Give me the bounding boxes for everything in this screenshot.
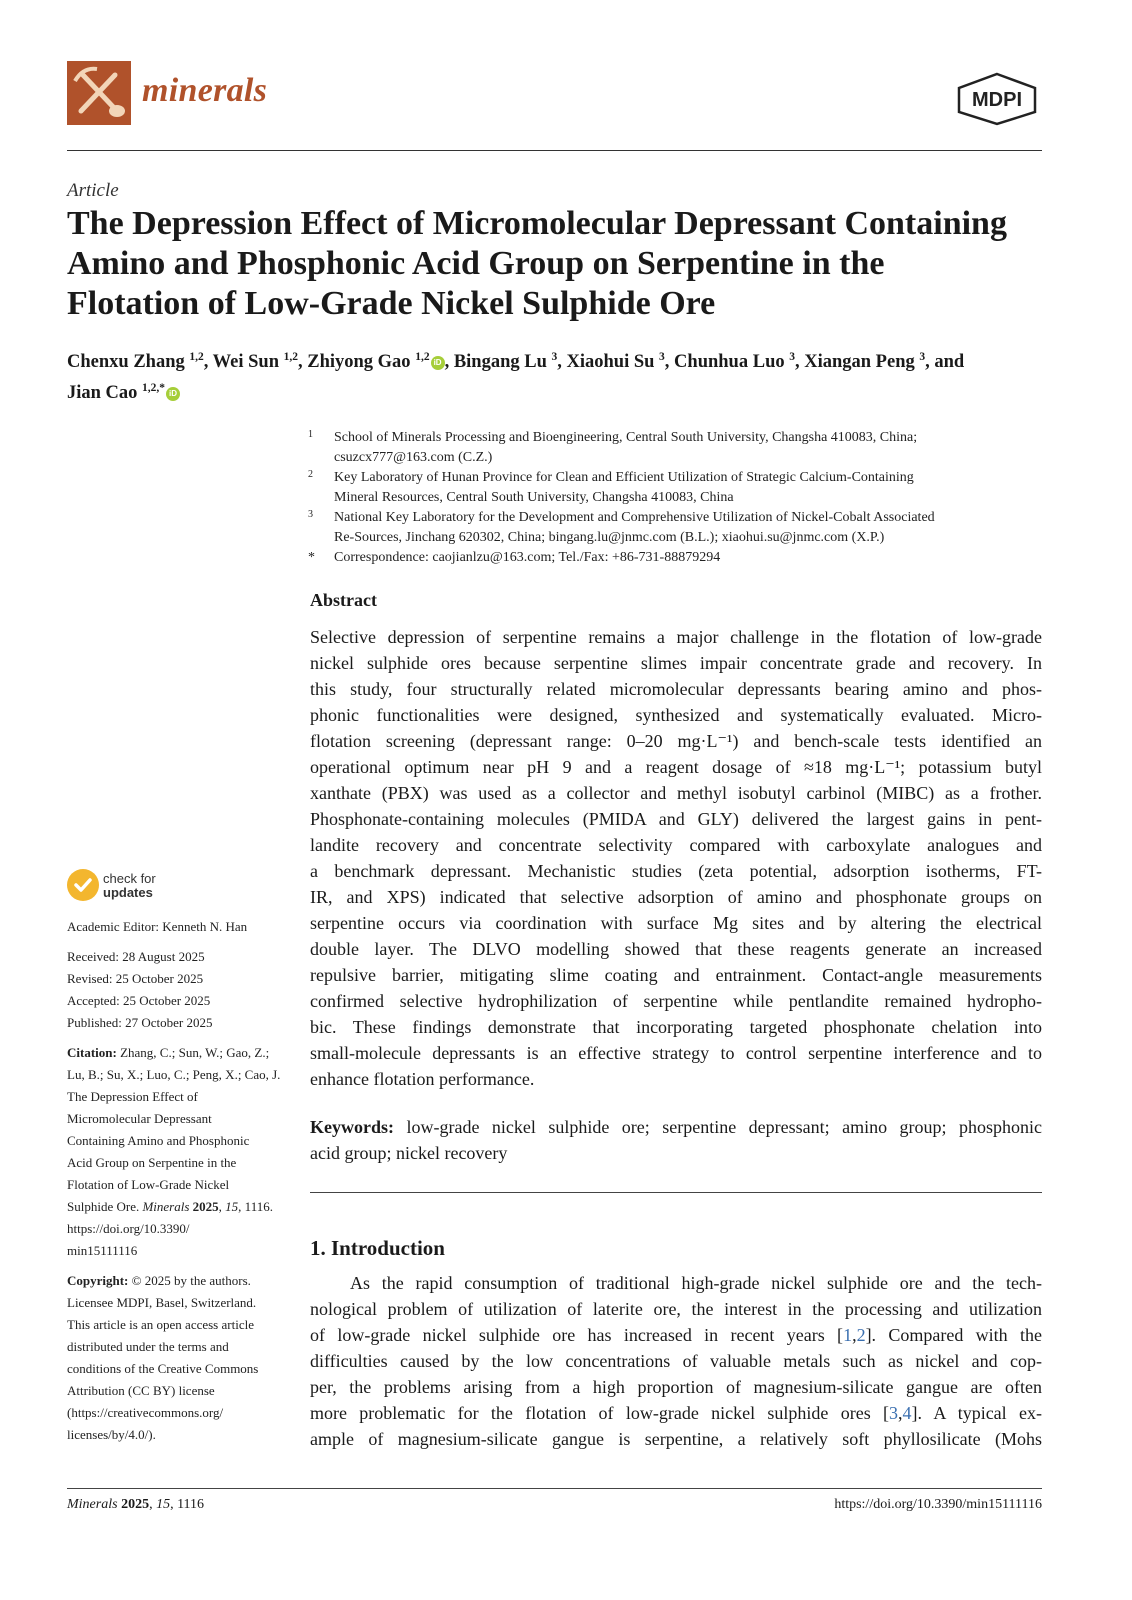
affiliation-line: School of Minerals Processing and Bioengineering, Central South University, Changsha 410083, China; <box>334 430 918 445</box>
footer-doi-link[interactable]: https://doi.org/10.3390/min15111116 <box>834 1497 1042 1512</box>
abstract-line: xanthate (PBX) was used as a collector and methyl isobutyl carbinol (MIBC) as a frother. <box>310 783 1042 803</box>
revised-date: Revised: 25 October 2025 <box>67 971 204 986</box>
copyright-line <box>67 1424 292 1446</box>
author-affiliation-mark: 1,2 <box>283 351 298 363</box>
intro-text: , <box>898 1403 903 1423</box>
intro-text: of low-grade nickel sulphide ore has increased in recent years [ <box>310 1325 844 1345</box>
copyright-line <box>67 1314 292 1336</box>
intro-line <box>310 1296 1042 1322</box>
citation-text: Containing Amino and Phosphonic <box>67 1133 250 1148</box>
footer-article-number: 1116 <box>177 1497 205 1512</box>
article-title <box>67 204 1052 324</box>
citation-label: Citation: <box>67 1045 117 1060</box>
abstract-line: enhance flotation performance. <box>310 1069 535 1089</box>
introduction-text <box>310 1270 1042 1452</box>
footer-volume: 15 <box>156 1497 171 1512</box>
intro-text: ample of magnesium-silicate gangue is serpentine, a relatively soft phyllosilicate (Mohs <box>310 1429 1042 1449</box>
citation-line <box>67 1152 292 1174</box>
author-affiliation-mark: 1,2 <box>189 351 204 363</box>
check-updates-line2: updates <box>103 885 153 900</box>
abstract-line: this study, four structurally related micromolecular depressants bearing amino and phos- <box>310 679 1042 699</box>
title-line: Flotation of Low-Grade Nickel Sulphide Ore <box>67 285 716 322</box>
citation-link[interactable]: 3 <box>889 1403 899 1423</box>
citation-line <box>67 1042 292 1064</box>
affiliations <box>308 428 1048 568</box>
published-date: Published: 27 October 2025 <box>67 1015 213 1030</box>
affiliation-line: Correspondence: caojianlzu@163.com; Tel./Fax: +86-731-88879294 <box>334 550 721 565</box>
publisher-logo <box>955 72 1039 126</box>
author-name: Jian Cao <box>67 383 138 404</box>
affiliation-mark: 2 <box>308 469 313 480</box>
abstract-line: serpentine occurs via coordination with surface Mg sites and by altering the electrical <box>310 913 1042 933</box>
abstract-line: small-molecule depressants is an effective strategy to control serpentine interference and to <box>310 1043 1042 1063</box>
abstract-line: nickel sulphide ores because serpentine slimes impair concentrate grade and recovery. In <box>310 653 1042 673</box>
author[interactable] <box>67 352 204 372</box>
citation-text: Micromolecular Depressant <box>67 1111 212 1126</box>
citation-line <box>67 1196 292 1218</box>
copyright-text: distributed under the terms and <box>67 1339 229 1354</box>
abstract-line: operational optimum near pH 9 and a reagent dosage of ≈18 mg·L⁻¹; potassium butyl <box>310 757 1042 777</box>
author-list: Chenxu Zhang $^{1,2}$, Wei Sun $^{1,2}$, Zhiyong Gao $^{1,2}$ iD , Bingang Lu $^3$, Xiaohui Su $^3$, Chunhua Luo $^3$, Xiangan Peng $^3$, and Jian Cao $^{1,2,*}$ iD <box>67 351 965 404</box>
copyright <box>67 1270 292 1446</box>
accepted-date: Accepted: 25 October 2025 <box>67 993 211 1008</box>
abstract-line: phonic functionalities were designed, synthesized and systematically evaluated. Micro- <box>310 705 1042 725</box>
author-name: Zhiyong Gao <box>307 352 411 373</box>
intro-text: As the rapid consumption of traditional high-grade nickel sulphide ore and the tech- <box>350 1273 1042 1293</box>
pick-and-shovel-icon <box>67 61 131 125</box>
copyright-line <box>67 1270 292 1292</box>
copyright-text[interactable]: licenses/by/4.0/). <box>67 1427 156 1442</box>
intro-text: difficulties caused by the low concentrations of valuable metals such as nickel and cop- <box>310 1351 1042 1371</box>
abstract-heading: Abstract <box>310 590 377 610</box>
orcid-icon[interactable]: iD <box>431 356 445 370</box>
intro-text: ]. A typical ex- <box>911 1403 1042 1423</box>
copyright-label: Copyright: <box>67 1273 129 1288</box>
copyright-line <box>67 1402 292 1424</box>
abstract-line: repulsive barrier, mitigating slime coating and entrainment. Contact-angle measurements <box>310 965 1042 985</box>
journal-logo <box>67 61 131 125</box>
intro-line <box>310 1426 1042 1452</box>
citation-line <box>67 1086 292 1108</box>
abstract-line: flotation screening (depressant range: 0–20 mg·L⁻¹) and bench-scale tests identified an <box>310 731 1042 751</box>
copyright-text: Attribution (CC BY) license <box>67 1383 215 1398</box>
citation <box>67 1042 292 1262</box>
keywords-text: acid group; nickel recovery <box>310 1143 508 1163</box>
author-name: Wei Sun <box>212 352 279 373</box>
footer-year: 2025 <box>121 1497 150 1512</box>
abstract-line: IR, and XPS) indicated that selective adsorption of amino and phosphonate groups on <box>310 887 1042 907</box>
citation-separator: , <box>218 1199 226 1214</box>
author[interactable] <box>567 352 665 372</box>
citation-article-number: , 1116. <box>238 1199 273 1214</box>
intro-text: more problematic for the flotation of low-grade nickel sulphide ores [ <box>310 1403 890 1423</box>
author[interactable] <box>804 352 925 372</box>
sidebar <box>67 916 292 1446</box>
keywords-text: low-grade nickel sulphide ore; serpentine depressant; amino group; phosphonic <box>406 1117 1043 1137</box>
citation-doi-link[interactable]: min15111116 <box>67 1243 138 1258</box>
author[interactable] <box>454 352 557 372</box>
check-for-updates-button[interactable] <box>67 869 187 905</box>
author[interactable] <box>67 383 180 403</box>
copyright-text: conditions of the Creative Commons <box>67 1361 259 1376</box>
citation-link[interactable]: 4 <box>902 1403 912 1423</box>
author[interactable] <box>213 352 298 372</box>
affiliation-mark: 3 <box>308 509 313 520</box>
author[interactable] <box>674 352 795 372</box>
footer-divider <box>67 1488 1042 1489</box>
copyright-text[interactable]: (https://creativecommons.org/ <box>67 1405 224 1420</box>
affiliation <box>308 508 1048 548</box>
author-affiliation-mark: 3 <box>659 351 665 363</box>
citation-text: Flotation of Low-Grade Nickel <box>67 1177 230 1192</box>
copyright-line <box>67 1292 292 1314</box>
citation-link[interactable]: 1 <box>843 1325 853 1345</box>
citation-journal: Minerals <box>142 1199 190 1214</box>
affiliation <box>308 468 1048 508</box>
title-line: Amino and Phosphonic Acid Group on Serpentine in the <box>67 245 885 282</box>
checkmark-icon <box>67 869 99 901</box>
intro-text: per, the problems arising from a high proportion of magnesium-silicate gangue are often <box>310 1377 1042 1397</box>
intro-line <box>310 1400 1042 1426</box>
intro-text: , <box>852 1325 857 1345</box>
author[interactable] <box>307 352 444 372</box>
author-name: Bingang Lu <box>453 352 547 373</box>
copyright-line <box>67 1358 292 1380</box>
keywords <box>310 1114 1042 1166</box>
affiliation-mark: * <box>308 550 315 565</box>
affiliation-line: Key Laboratory of Hunan Province for Clean and Efficient Utilization of Strategic Calcium-Containing <box>334 470 914 485</box>
title-line: The Depression Effect of Micromolecular Depressant Containing <box>67 205 1007 242</box>
affiliation <box>308 548 1048 568</box>
copyright-text: Licensee MDPI, Basel, Switzerland. <box>67 1295 257 1310</box>
section-divider <box>310 1192 1042 1193</box>
citation-line <box>67 1174 292 1196</box>
intro-line <box>310 1322 1042 1348</box>
intro-line <box>310 1270 1042 1296</box>
copyright-text: This article is an open access article <box>67 1317 254 1332</box>
author-affiliation-mark: 1,2 <box>415 351 430 363</box>
citation-text: The Depression Effect of <box>67 1089 198 1104</box>
publisher-name: MDPI <box>972 89 1022 111</box>
citation-doi-link[interactable]: https://doi.org/10.3390/ <box>67 1221 190 1236</box>
footer-journal: Minerals <box>67 1497 118 1512</box>
copyright-line <box>67 1336 292 1358</box>
citation-volume: 15 <box>225 1199 239 1214</box>
header-divider <box>67 150 1042 151</box>
section-heading: 1. Introduction <box>310 1236 445 1260</box>
orcid-icon[interactable]: iD <box>166 387 180 401</box>
citation-text: Zhang, C.; Sun, W.; Gao, Z.; <box>116 1045 270 1060</box>
citation-text: Lu, B.; Su, X.; Luo, C.; Peng, X.; Cao, J. <box>67 1067 281 1082</box>
citation-text: Sulphide Ore. <box>67 1199 143 1214</box>
keywords-line <box>310 1140 1042 1166</box>
journal-name: minerals <box>142 72 268 109</box>
author-affiliation-mark: 3 <box>789 351 795 363</box>
copyright-text: © 2025 by the authors. <box>128 1273 251 1288</box>
intro-text: ]. Compared with the <box>865 1325 1043 1345</box>
author-conjunction: and <box>934 352 965 373</box>
citation-year: 2025 <box>189 1199 219 1214</box>
author-affiliation-mark: 3 <box>919 351 926 363</box>
author-name: Xiaohui Su <box>566 352 655 373</box>
citation-line <box>67 1130 292 1152</box>
abstract-line: bic. These findings demonstrate that incorporating targeted phosphonate chelation into <box>310 1017 1042 1037</box>
citation-link[interactable]: 2 <box>856 1325 866 1345</box>
footer-citation: Minerals 2025, 15, 1116 <box>67 1497 205 1512</box>
copyright-line <box>67 1380 292 1402</box>
affiliation-line: National Key Laboratory for the Development and Comprehensive Utilization of Nickel-Cobalt Associated <box>334 510 935 525</box>
keywords-label: Keywords: <box>310 1117 394 1137</box>
received-date: Received: 28 August 2025 <box>67 949 205 964</box>
article-type: Article <box>67 180 119 201</box>
author-name: Xiangan Peng <box>804 352 915 373</box>
intro-line <box>310 1348 1042 1374</box>
abstract-line: confirmed selective hydrophilization of serpentine while pentlandite remained hydropho- <box>310 991 1042 1011</box>
affiliation <box>308 428 1048 468</box>
abstract-line: Phosphonate-containing molecules (PMIDA and GLY) delivered the largest gains in pent- <box>310 809 1042 829</box>
check-updates-line1: check for <box>103 871 156 886</box>
abstract-line: landite recovery and concentrate selectivity compared with carboxylate analogues and <box>310 835 1042 855</box>
affiliation-line: Re-Sources, Jinchang 620302, China; bingang.lu@jnmc.com (B.L.); xiaohui.su@jnmc.com (X.P.) <box>334 530 885 545</box>
academic-editor: Academic Editor: Kenneth N. Han <box>67 919 248 934</box>
author-affiliation-mark: 3 <box>551 351 558 363</box>
abstract-line: a benchmark depressant. Mechanistic studies (zeta potential, adsorption isotherms, FT- <box>310 861 1042 881</box>
citation-text: Acid Group on Serpentine in the <box>67 1155 237 1170</box>
abstract-line: Selective depression of serpentine remains a major challenge in the flotation of low-grade <box>310 627 1042 647</box>
citation-line <box>67 1064 292 1086</box>
author-affiliation-mark: 1,2,* <box>142 382 166 395</box>
affiliation-line: csuzcx777@163.com (C.Z.) <box>334 450 493 465</box>
affiliation-mark: 1 <box>308 429 313 440</box>
author-name: Chenxu Zhang <box>67 352 185 373</box>
abstract-text <box>310 624 1042 1092</box>
intro-text: nological problem of utilization of laterite ore, the interest in the processing and utilization <box>310 1299 1042 1319</box>
author-name: Chunhua Luo <box>674 352 785 373</box>
abstract-line: double layer. The DLVO modelling showed that these reagents generate an increased <box>310 939 1042 959</box>
citation-line <box>67 1108 292 1130</box>
affiliation-line: Mineral Resources, Central South University, Changsha 410083, China <box>334 490 734 505</box>
intro-line <box>310 1374 1042 1400</box>
keywords-line <box>310 1114 1042 1140</box>
